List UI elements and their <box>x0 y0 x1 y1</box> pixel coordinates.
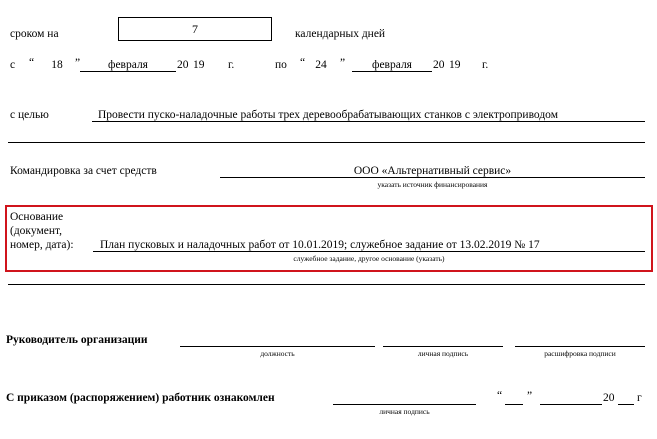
basis-line <box>93 251 645 252</box>
order-quote-close: ” <box>527 390 533 402</box>
basis-label-2: (документ, <box>10 225 63 237</box>
head-signature-caption: личная подпись <box>417 349 469 358</box>
to-year-suffix: г. <box>482 59 489 71</box>
order-year-suffix: г <box>637 392 642 404</box>
head-decode-caption: расшифровка подписи <box>544 349 616 358</box>
purpose-line <box>92 121 645 122</box>
purpose-value: Провести пуско-наладочные работы трех деревообрабатывающих станков с электроприводом <box>98 109 558 121</box>
to-year: 19 <box>449 59 461 71</box>
from-month: февраля <box>108 59 148 71</box>
to-quote-close: ” <box>340 57 346 69</box>
to-day: 24 <box>315 59 327 71</box>
order-month-line <box>540 404 602 405</box>
funding-caption: указать источник финансирования <box>377 180 488 189</box>
from-year: 19 <box>193 59 205 71</box>
basis-label-1: Основание <box>10 211 64 223</box>
head-position-caption: должность <box>260 349 295 358</box>
basis-value: План пусковых и наладочных работ от 10.01.2019; служебное задание от 13.02.2019 № 17 <box>100 239 540 251</box>
purpose-label: с целью <box>10 109 49 121</box>
from-quote-close: ” <box>75 57 81 69</box>
to-month: февраля <box>372 59 412 71</box>
term-label: сроком на <box>10 28 59 40</box>
to-label: по <box>275 59 287 71</box>
from-day: 18 <box>51 59 63 71</box>
separator-line <box>8 284 645 285</box>
to-quote-open: “ <box>300 57 306 69</box>
from-quote-open: “ <box>29 57 35 69</box>
funding-label: Командировка за счет средств <box>10 165 157 177</box>
order-signature-caption: личная подпись <box>379 407 430 416</box>
from-label: с <box>10 59 16 71</box>
head-label: Руководитель организации <box>6 334 148 346</box>
order-year-prefix: 20 <box>603 392 615 404</box>
funding-value: ООО «Альтернативный сервис» <box>353 165 512 177</box>
from-year-prefix: 20 <box>177 59 189 71</box>
basis-caption: служебное задание, другое основание (указать) <box>293 254 445 263</box>
basis-label-3: номер, дата): <box>10 239 74 251</box>
to-month-line <box>352 71 432 72</box>
order-day-line <box>505 404 523 405</box>
funding-line <box>220 177 645 178</box>
head-decode-line <box>515 346 645 347</box>
from-month-line <box>80 71 176 72</box>
order-quote-open: “ <box>497 390 503 402</box>
days-field[interactable] <box>118 17 272 41</box>
purpose-line-2 <box>8 142 645 143</box>
order-signature-line <box>333 404 476 405</box>
order-label: С приказом (распоряжением) работник ознакомлен <box>6 392 275 404</box>
to-year-prefix: 20 <box>433 59 445 71</box>
from-year-suffix: г. <box>228 59 235 71</box>
order-year-line <box>618 404 634 405</box>
days-suffix: календарных дней <box>295 28 386 40</box>
days-value: 7 <box>192 22 198 36</box>
head-signature-line <box>383 346 503 347</box>
head-position-line <box>180 346 375 347</box>
